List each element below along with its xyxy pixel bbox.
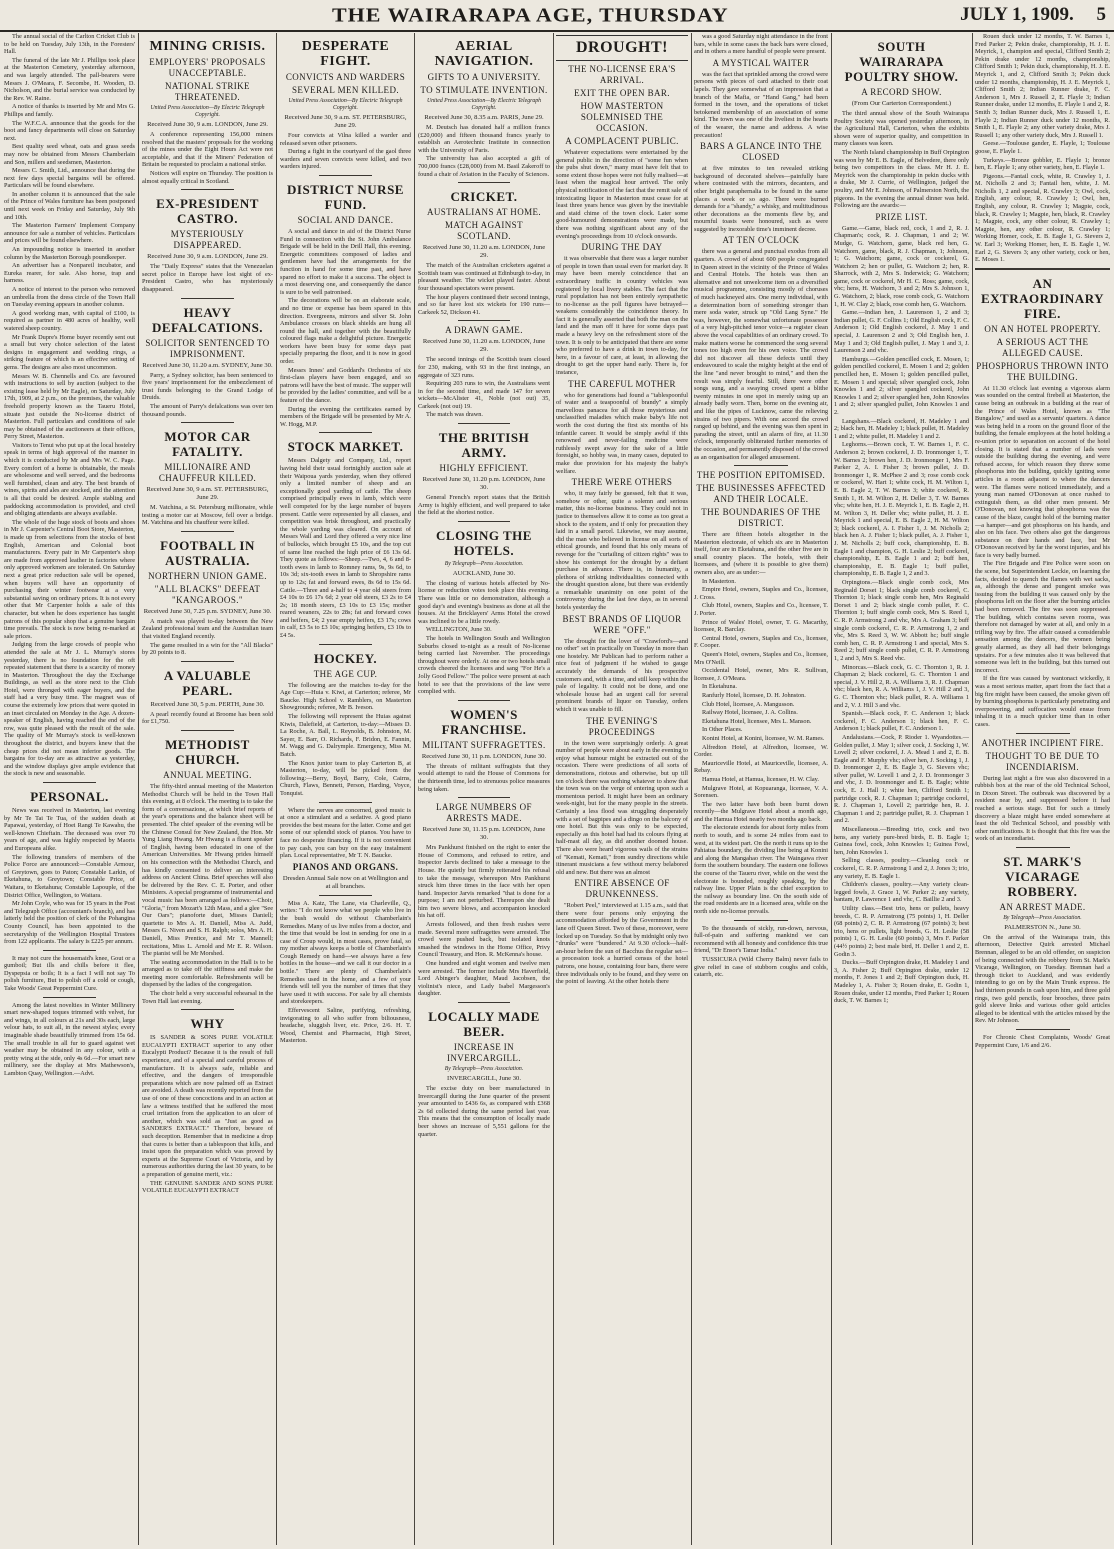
paragraph: The university has also accepted a gift of 700,000 francs (£28,000) from M. Basil Zakeroff to found a chair of Aviation in the Faculty of Sciences.: [418, 155, 550, 178]
dateline: By Telegraph—Press Association.: [444, 1066, 524, 1072]
dateline: Received June 30, 9 a.m. LONDON, June 29.: [147, 121, 268, 128]
paragraph: Central Hotel, owners, Staples and Co., licensee, F. Cooper.: [694, 634, 828, 650]
article-subtitle: MILLIONAIRE AND CHAUFFEUR KILLED.: [158, 462, 257, 484]
paragraph: A notice of thanks is inserted by Mr and Mrs G. Phillips and family.: [4, 103, 135, 118]
column-rule: [972, 33, 973, 1545]
article-subtitle: HOW MASTERTON SOLEMNISED THE OCCASION.: [580, 101, 664, 133]
article-subtitle: NORTHERN UNION GAME.: [148, 570, 267, 581]
article-body: [418, 262, 550, 316]
section-heading: THERE WERE OTHERS: [571, 477, 673, 488]
paragraph: Messrs Dalgety and Company, Ltd., report having held their usual fortnightly auction sale at their Waipoua yards yesterday, when they offered only a limited number of sheep and an exceptionally good yarding of cattle. The sheep comprised principally ewes in lamb, which were well competed for by the large number of buyers present. Cattle were represented by all classes, and competition was brisk throughout, and practically the whole yarding was cleared. On account of Messrs Wall and Lord they offered a very nice line of bullocks, which brought £5 10s, and the top cut of same line reached the high price of £6 13s 6d. They quote as follows:—Sheep.—Two, 4, 6 and 8-tooth ewes in lamb to Romney rams, 9s, 9s 6d, to 10s 3d; six-tooth ewes in lamb to Shropshire rams up to 12s; fat and forward ewes, 8s 6d to 15s 6d. Cattle.—Three and a-half to 4 year old steers from £4 10s to £6 17s 6d; 2 year old steers, £3 2s to £4 2s; 18 month steers, £3 10s to £3 15s; mother reared weaners, 22s to 28s; fat and forward cows and heifers, £4; 2 year empty heifers, £3 17s; cows in calf, £3 5s to £3 10s; springing heifers, £3 10s to £4 5s.: [280, 457, 411, 640]
article-body: [556, 638, 688, 714]
article-subtitle: THE AGE CUP.: [313, 668, 378, 679]
paragraph: In Other Places.: [702, 726, 743, 734]
column-rule: [691, 33, 692, 1545]
article-subtitle: MILITANT SUFFRAGETTES.: [422, 739, 546, 750]
paragraph: During a fight in the courtyard of the gaol three warders and seven convicts were killed, and two warders injured.: [280, 148, 411, 171]
paragraph: A notice of interest to the person who removed an umbrella from the dress circle of the Town Hall on Tuesday evening appears in another column.: [4, 286, 135, 309]
paragraph: Club Hotel, owners, Staples and Co., licensee, T. J. Porter.: [694, 602, 828, 618]
article-title: MOTOR CAR FATALITY.: [164, 429, 251, 460]
article-title: DROUGHT!: [556, 35, 688, 61]
article-subtitle: CONVICTS AND WARDERS: [285, 72, 406, 82]
paragraph: it was observable that there was a larger number of people in town than usual even for market day. It may have been merely coincidence that an extraordinary traffic in country vehicles was registered by local livery stables. The fact that the rural population has not been entirely sympathetic to no-license as the poll figures have betrayed—weakens considerably the coincidence theory. In fact it is generally asserted that both the man on the land and the man off it have for some days past made a heavy levy on the refreshment store of the town. It is only to be anticipated that there are some who preferred to have a drink in town to-day, for here, in a favour of care, at least, in allowing the drought to get the upper hand early. There is, for instance,: [556, 255, 688, 377]
article-subtitle: SEVERAL MEN KILLED.: [291, 85, 399, 95]
paragraph: The two latter have both been burnt down recently—the Mulgrave Hotel about a month ago, and the Hamua Hotel nearly two months ago back.: [694, 800, 828, 823]
paragraph: Leghorns.—Brown cock, T. W. Barnes 1, F. C. Anderson 2; brown cockerel, J. D. Ironmonger 1, T. W. Barnes 2; brown hen, J. D. Ironmonger 1, Mrs F. Parker 2, A. I. Fisher 3; brown pullet, J. D. Ironmonger 1, R. McPhee 2 and 3; rose comb cock or cockerel, W. Hart 1; white cock, H. M. Wilton 1, E. B. Eagle 2, T. W. Barnes 3; white cockerel, R. Smith 1, H. M. Wilton 2, H. Deller 3, T. W. Barnes vhc; white hen, H. J. E. Meyrick 1, E. B. Eagle 2, H. M. Wilton 3, H. Deller vhc; white pullet, H. J. E. Meyrick 1 and special, E. B. Eagle 2, H. M. Wilton 3; black cockerel, A. I. Fisher 1, J. M. Nicholls 2; black hen A. J. Fisher 1; black pullet, A. J. Fisher 1, J. M. Nicholls 2; buff cock, championship, E. B. Eagle 1 and champion, G. H. Leslie 2; buff cockerel, championship, E. B. Eagle 1 and 2; buff hen, championship, E. B. Eagle 1; buff pullet, championship, E. B. Eagle 1, 2 and 3.: [834, 441, 969, 578]
paragraph: in the town were surprisingly orderly. A great number of people were about early in the evening to enjoy what humour might be extracted out of the occasion. There were predictions of all sorts of demonstrations, riotous and otherwise, but up till ten o'clock there was nothing whatever to show that the town was on the verge of entering upon such a momentous period. It might have been an ordinary week-night, but for the many people in the streets. Certainly a less flood was struggling desperately with a set of bagpipes and a dingo on the balcony of one hotel. But this was only to be expected, especially as this hotel had had its colours flying at half-mast all day, as did another doomed house. There also were heard vigorous wails of the strains of "Kemati, Kemati," from sundry directions while itinerant musicians a few without mercy belabored old and new. But there was an almost: [556, 739, 688, 876]
article-body: [418, 763, 550, 793]
paragraph: Effervescent Saline, purifying, refreshing, invigorating to all who suffer from biliousness, headache, sluggish liver, etc. Price, 2/6. H. T. Wood, Chemist and Pharmacist, High Street, Masterton.: [280, 1007, 411, 1045]
paragraph: Messrs C. Smith, Ltd., announce that during the next few days special bargains will be offered. Particulars will be found elsewhere.: [4, 167, 135, 190]
advertisement-subtitle: Dresden Annual Sale now on at Wellington and at all branches.: [282, 874, 409, 890]
article-body: [694, 33, 828, 56]
paragraph: The amount of Parry's defalcations was over ten thousand pounds.: [142, 402, 273, 418]
paragraph: The closing of various hotels affected by No-license or reduction votes took place this evening. There was little or no demonstration, although a good day's and evening's business as done at all the houses. At the Bricklayers' Arms Hotel the crowd was inclined to be a little rowdy.: [418, 579, 550, 625]
article-body: [418, 1085, 550, 1138]
paragraph: Hamburgs.—Golden pencilled cock, E. Mosen, 1; golden pencilled cockerel, E. Mosen 1 and 2; golden pencilled hen, E. Mosen 1; golden pencilled pullet, E. Mosen 1 and special; silver spangled cock, John Knowles 1 and 2; silver spangled cockerel, John Knowles 1 and 2; silver spangled hen, John Knowles 1 and 2; silver spangled pullet, John Knowles 1 and 2.: [834, 355, 969, 416]
article-body: [142, 711, 273, 726]
dateline: PALMERSTON N., June 30.: [1004, 923, 1081, 931]
paragraph: Where the nerves are concerned, good music is at once a stimulant and a sedative. A good piano provides the best means for the latter. Come and get some of our splendid stock of pianos. You have to face no desperate financing. If it is not convenient to pay cash, you can buy on the easy instalment plan. Local representative, Mr T. N. Baucke.: [280, 806, 411, 860]
paragraph: The North Island championship in Buff Orpington was won by Mr E. B. Eagle, of Belvedere, there only being two competitors in the class. Mr H. J. E. Meyrick won the championship in pekin ducks with a drake, Mr J. Currie, of Wellington, judged the poultry, and Mr E. Johnson, of Palmerston North, the pigeons. In the evening the annual dinner was held. Following are the awards:—: [834, 148, 969, 210]
column-1: [4, 33, 135, 1547]
paragraph: Empire Hotel, owners, Staples and Co., licensee, J. Cross.: [694, 586, 828, 601]
paragraph: Prince of Wales' Hotel, owner, T. G. Macarthy, licensee, R. Barclay.: [694, 618, 828, 634]
paragraph: There are fifteen hotels altogether in the Masterton electorate, of which six are in Masterton itself, four are in Eketahuna, and the other five are in small country places. The hotels, with their licensees, and (where it is possible to give them) owners also, are as under:—: [694, 531, 828, 577]
article-body: [556, 740, 688, 877]
paragraph: Messrs Innes' and Goddard's Orchestra of six first-class players have been engaged, and so patrons will have the best of music. The supper will be provided by the ladies' committee, and will be a feature of the dance.: [280, 366, 411, 405]
dateline: Received June 30, 9 a.m. ST. PETERSBURG, June 29.: [284, 114, 407, 129]
paragraph: On the arrival of the Wairarapa train, this afternoon, Detective Quirk arrested Michael Brennan, alleged to be an old offender, on suspicion of being connected with the robbery from St. Mark's Vicarage, Wellington, on Tuesday. Brennan had a through ticket to Auckland, and was evidently intending to go on by the Main Trunk express. He had thirteen pounds in cash upon him, and three gold rings, two gold pencils, four brooches, three pairs gold sleeve links and various other gold articles alleged to be identical with the articles missed by the Rev. Mr Johnson.: [975, 933, 1110, 1025]
article-title: HOCKEY.: [313, 650, 378, 666]
article-subtitle: SOCIAL AND DANCE.: [297, 214, 394, 225]
article-body: [834, 110, 969, 210]
paragraph: Arrests followed, and then fresh rushes were made. Several more suffragettes were arrested. The crowd were pushed back, but isolated knots smashed the windows in the Home Office, Privy Council Treasury, and Hon. R. McKenna's house.: [418, 921, 550, 959]
advertisement-body: [142, 1034, 273, 1194]
paragraph: Game.—Game, black red, cock, 1 and 2, R. J. Chapman's; cock, R. J. Chapman, 1 and 2; W. Mudge, G. Watchorn, game, black red hen, G. Watchorn, game, black, R. J. Chapman, 1; Johnson, 1; G. Watchorn; game, cock or cockerel, G. Watchorn 2; hen or pullet, G. Watchorn 2; hen, R. Sharrock, with 2, Mrs S. Inderwick; G. Watchorn; game, cock or cockerel, Mr H. C. Ross; game, cock, vhc; hens, H. Watchorn, 3 and 2; Mrs S. Johnson 1, G. Watchorn, 2; black, rose comb cock, G. Watchorn 1, H. W. Clay 2; black, rose comb hen, G. Watchorn.: [834, 224, 969, 308]
paragraph: Mulgrave Hotel, at Kopuaranga, licensee, V. A. Sorensen.: [694, 784, 828, 800]
paragraph: The seating accommodation in the Hall is to be arranged as to take off the stiffness and make the meeting more comfortable. Refreshments will be dispensed by the ladies of the congregation.: [142, 958, 273, 989]
article-title: AERIAL NAVIGATION.: [434, 39, 534, 69]
article-subtitle: AUSTRALIANS AT HOME.: [426, 207, 542, 218]
article-body: [142, 618, 273, 657]
paragraph: The threats of militant suffragists that they would attempt to raid the House of Commons for the thirteenth time, led to strenuous police measures being taken.: [418, 762, 550, 793]
dateline: (From Our Carterton Correspondent.): [851, 100, 952, 107]
advertisement-body: [280, 900, 411, 1045]
paragraph: Club Hotel, licensee, A. Mangusson.: [702, 700, 795, 708]
article-body: [142, 372, 273, 419]
dateline: Received June 30, 11.15 p.m. LONDON, June 30.: [422, 826, 546, 842]
paragraph: Orpingtons.—Black single comb cock, Mrs Reginald Dorset 1; black single comb cockerel, C. Thornton 1; black single comb hen, Mrs Reginald Dorset 1 and 2; black single comb pullet, F. C. Thornton 1; buff single comb cock, Mrs S. Reed 1, C. R. P. Armstrong 2 and vhc, Mrs A. Graham 3; buff single comb cockerel, C. R. P. Armstrong 1, 2 and vhc, Mrs S. Reed 3, W. W. Abbott hc; buff single comb hen, C. R. P. Armstrong 1 and special, Mrs S. Reed 2; buff single comb pullet, C. R. P. Armstrong 1, 2 and 3, Mrs S. Reed vhc.: [834, 579, 969, 662]
paragraph: Messrs W. B. Chennells and Co. are favoured with instructions to sell by auction (subject to the existing lease held by Mr Eagle), on Saturday, July 17th, 1909, at 2 p.m., on the premises, the valuable freehold property known as the Taueru Hotel, situate just outside the No-license district of Masterton. Full particulars and conditions of sale may be obtained of the auctioneers at their offices, Perry Street, Masterton.: [4, 372, 135, 441]
article-subtitle: A COMPLACENT PUBLIC.: [565, 136, 679, 146]
paragraph: The decorations will be on an elaborate scale, and no time or expense has been spared in this direction. Evergreens, mirrors and silver St. John Ambulance crosses on black shields are hung all round the hall, and together with the beautifully coloured flags make a delightful picture. Energetic workers have been busy for some days past specially preparing the floor, and it is now in good order.: [280, 297, 411, 366]
article-title: HEAVY DEFALCATIONS.: [151, 304, 264, 335]
column-6: [694, 33, 828, 1547]
dateline: United Press Association—By Electric Telegraph Copyright.: [426, 98, 542, 111]
article-title: WOMEN'S FRANCHISE.: [441, 706, 527, 737]
section-heading: AT TEN O'CLOCK: [722, 235, 800, 246]
dateline: Received June 30, 11.20 p.m. LONDON, June 30.: [422, 476, 546, 492]
paragraph: Minorcas.—Black cock, G. C. Thornton 1, R. J. Chapman 2; black cockerel, G. C. Thornton 1 and special, J. V. Hill 2, R. A. Williams 3, R. J. Chapman vhc; black hen, R. A. Williams 1, J. V. Hill 2 and 3, G. C. Thornton vhc; black pullet, R. A. Williams 1 and 2, V. J. Hill 3 and vhc.: [834, 663, 969, 709]
masthead-title: THE WAIRARAPA AGE, THURSDAY: [332, 3, 729, 26]
article-subtitle: THE NO-LICENSE ERA'S ARRIVAL.: [568, 64, 676, 85]
article-title: METHODIST CHURCH.: [165, 737, 250, 768]
paragraph: The match was drawn.: [426, 411, 484, 419]
article-body: [694, 248, 828, 461]
article-subtitle: A SERIOUS ACT THE ALLEGED CAUSE.: [996, 336, 1089, 358]
paragraph: A social and dance in aid of the District Nurse Fund in connection with the St. John Ambulance Brigade will be held in the Drill Hall, this evening. Energetic committees composed of ladies and gentlemen have had the arrangements for the function in hand for some time past, and have spared no effort to make it a success. The object is a most deserving one, and consequently the dance is sure to be well patronised.: [280, 227, 411, 296]
paragraph: Rouen duck under 12 months, T. W. Barnes 1, Fred Parker 2; Pekin drake, championship, H. J. E. Meyrick, 1, champion and special, Clifford Smith 2; Pekin drake under 12 months, championship, Clifford Smith 1; Pekin duck, championship, H. J. E. Meyrick 1, and 2, Clifford Smith 3; Pekin duck under 12 months, championship, H. J. E. Meyrick 1, Clifford Smith 2; Indian Runner drake, F. C. Anderson 1, Mrs J. Russell 2, E. Flayle 3; Indian Runner drake, under 12 months, E. Flayle 1 and 2, R. Smith 3; Indian Runner duck, Mrs J. Russell 1, E. Flayle 2; Indian Runner duck under 12 months, R. Smith 1, E. Flayle 2; any other variety drake, Mrs J. Russell 1; any other variety duck, Mrs J. Russell 1.: [975, 33, 1110, 139]
advertisement-body: To the thousands of sickly, run-down, nervous, full-of-pain and suffering mankind we can recommend with all honesty and confidence this true friend, "Dr Ensor's Tamar India.": [694, 924, 828, 955]
article-body: [556, 902, 688, 986]
article-body: [142, 263, 273, 293]
paragraph: at five minutes to ten revealed striking background of decorated shelves—painfully bare where contrasted with the mirrors, decanters, and other bright paraphernalia to be found in the same places a week or so ago. There were burned demands for a "shandy," a whisky, and multitudinous other decorations as the moments flew by, and mournful toasts were honoured, such as were suggested by inexorable time's imminent decree.: [694, 165, 828, 233]
article-body: [694, 165, 828, 233]
article-title: ANOTHER INCIPIENT FIRE.: [981, 737, 1104, 748]
article-body: [975, 775, 1110, 843]
paragraph: The W.F.C.A. announce that the goods for the boot and fancy departments will close on Saturday next.: [4, 119, 135, 142]
article-title: AN EXTRAORDINARY FIRE.: [980, 275, 1105, 321]
paragraph: Turkeys.—Bronze gobbler, E. Flayle 1; bronze hen, E. Flayle 1; any other variety, hen, E. Flayle 1.: [975, 156, 1110, 172]
section-heading: THE CAREFUL MOTHER: [568, 378, 676, 389]
column-rule: [276, 33, 277, 1545]
paragraph: At 11.30 o'clock last evening a vigorous alarm was sounded on the central firebell at Masterton, the cause being an outbreak in a building at the rear of the Prince of Wales Hotel, known as "The Bungalow," and used as a servants' quarters. A dance was being held in a room on the ground floor of the building, the female employees at the hotel holding a re-union prior to separation on account of the hotel closing. It is stated that a number of lads were outside the building during the evening, and were refused access, for which reason they threw some phosphorus into the building, quickly igniting some articles in a room adjacent to where the dancers were. The flames were noticed immediately, and a young man named O'Donovan at once rushed to extinguish them, as did other men present. Mr O'Donovan, not knowing that phosphorus was the cause of the blaze, caught hold of the burning matter—a hamper—and got phosphorus on his hands, and also on his face. Two others also got the dangerous substance on their hands and face, but Mr O'Donovan received by far the worst injuries, and his face is very badly burned.: [975, 384, 1110, 559]
paragraph: The following transfers of members of the Police Force are announced:—Constable Armour, of Greytown, goes to Paton; Constable Larkin, of Eketahuna, to Greytown; Constable Price, of Waitara, to Eketahuna; Constable Lapouple, of the District Office, Wellington, to Waitara.: [4, 853, 135, 899]
article-title: EX-PRESIDENT CASTRO.: [156, 196, 259, 227]
verse: It may not cure the housemaid's knee, Gout or a gumboil; But ills and chills before it flee, Dyspepsia or boils; It is a fact I will not say To polish furniture, But to polish off a cold or cough, Take Woods' Great Peppermint Cure.: [4, 954, 135, 993]
dateline: Received June 30, 7.25 p.m. SYDNEY, June 30.: [143, 607, 272, 615]
section-heading: A MYSTICAL WAITER: [712, 57, 810, 68]
paragraph: In Eketahuna.: [702, 683, 737, 691]
dateline: By Telegraph—Press Association.: [1003, 914, 1082, 921]
paragraph: One hundred and eight women and twelve men were arrested. The former include Mrs Haverfield, Lord Abinger's daughter, Maud Jacobsen, the violinist's niece, and Lady Isabel Margesson's daughter.: [418, 960, 550, 998]
article-body: [694, 531, 828, 916]
paragraph: The excise duty on beer manufactured in Invercargill during the June quarter of the present year amounted to £436 6s, as compared with £368 2s 6d collected during the same period last year. This means that the consumption of locally made beer shows an increase of 5,551 gallons for the quarter.: [418, 1085, 550, 1138]
millinery-notice: Among the latest novelties in Winter Millinery smart new-shaped toques trimmed with velvet, fur and wings, in all colours at 21s and 30s each, large velour hats, to suit all, in the newest styles; every imaginable shade beautifully trimmed from 15s 6d. The small trouble in all fur to guard against wet weather may be obtained in any colour, with a pretty wing at the side, only 4s 6d.—For smart new millinery, see the display at Mrs Mathewson's, Lambton Quay, Wellington.—Advt.: [4, 1001, 135, 1077]
personal-notes: [4, 807, 135, 946]
paragraph: Miss A. Katz, The Lane, via Charleville, Q., writes: "I do not know what we people who live in the bush would do without Chamberlain's Remedies. Many of us live miles from a doctor, and the time that would be lost in sending for one in a case of Croup would, in most cases, prove fatal, so my mother always keeps a bottle of Chamberlain's Cough Remedy on hand—we always have a few bottles in the house—and we call it our doctor in a bottle." There are plenty of Chamberlain's Remedies used in the home, and a few of your friends will tell you the number of times that they have used it with success. For sale by all chemists and storekeepers.: [280, 899, 411, 1006]
paragraph: If the fire was caused by wantonact wickedly, it was a most serious matter, apart from the fact that a big fire might have been caused, the smoke given off by burning phosphorus is particularly penetrating and overpowering, and suffocation would ensue from inhaling it in a much quicker time than in other cases.: [975, 675, 1110, 728]
paragraph: The match of the Australian cricketers against a Scottish team was continued at Edinburgh to-day, in pleasant weather. The wicket played faster. About four thousand spectators were present.: [418, 262, 550, 292]
column-7: [834, 33, 969, 1547]
section-heading: THE POSITION EPITOMISED.: [696, 470, 826, 481]
paragraph: Visitors to Tenui who put up at the local hostelry speak in terms of high approval of the manner in which it is conducted by Mr and Mrs W. C. Page. Every comfort of a home is obtainable, the meals are wholesome and well served, and the bedrooms well furnished, clean and airy. The best brands of wines, spirits and ales are stocked, and the attention is all that could be desired. Ample stabling and paddocking accommodation is provided, and civil and obliging attendants are always available.: [4, 441, 135, 518]
paragraph: WELLINGTON, June 30.: [426, 626, 492, 634]
article-body: [556, 255, 688, 377]
article-body: [418, 844, 550, 998]
paragraph: A conference representing 156,000 miners resolved that the masters' proposals for the working of the mines under the Eight Hours Act were not acceptable, and that if the Miners' Federation of Britain be requested to proclaim a national strike.: [142, 131, 273, 169]
article-subtitle: EXIT THE OPEN BAR.: [574, 88, 670, 98]
article-body: [975, 385, 1110, 729]
article-title: LOCALLY MADE BEER.: [428, 1009, 540, 1039]
article-title: ST. MARK'S VICARAGE ROBBERY.: [1003, 853, 1082, 899]
paragraph: Occidental Hotel, owner, Mrs R. Sullivan, licensee, J. O'Meara.: [694, 667, 828, 682]
paragraph: Hamua Hotel, at Hamua, licensee, H. W. Clay.: [702, 775, 819, 783]
article-title: SOUTH WAIRARAPA POULTRY SHOW.: [844, 39, 959, 84]
section-heading: ENTIRE ABSENCE OF DRUNKENNESS.: [574, 878, 670, 900]
paragraph: Mrs Pankhurst finished on the right to enter the House of Commons, and refused to retire, and Inspector Jarvis declined to take a message to the House. He quietly but firmly reiterated his refusal to take the message, whereupon Mrs Pankhurst struck him three times in the face with her open hand. Inspector Jarvis remarked "that is done for a purpose; I am not perturbed. Thereupon she dealt him two severe blows, and accompanion knocked his hat off.: [418, 844, 550, 920]
paragraph: The annual social of the Carlton Cricket Club is to be held on Tuesday, July 13th, in the Foresters' Hall.: [4, 33, 135, 56]
paragraph: The electorate extends for about forty miles from north to south, and is some 24 miles from east to west, at its widest part. On the north it runs up to the Pahiatua boundary, the dividing line being at Konini and along the Mangahao river. The Waingawa river form the southern boundary. The eastern one follows the course of the Taueru river, while on the west the electorate is bounded, roughly speaking, by the railway line. Upper Plain is the chief exception to the railway as boundary line. On the south side of the road residents are in a licensed area, while on the north side no-license prevails.: [694, 824, 828, 915]
dateline: United Press Association—By Electric Telegraph Copyright.: [150, 105, 265, 118]
paragraph: Spanish.—Black cock, F. C. Anderson 1; black cockerel, F. C. Anderson 1; black hen, F. C. Anderson 1; black pullet, F. C. Anderson 1.: [834, 710, 969, 733]
dateline: Received June 30, 11 p.m. LONDON, June 30.: [421, 752, 547, 760]
column-rule: [553, 33, 554, 1545]
paragraph: The funeral of the late Mr J. Phillips took place at the Masterton Cemetery, yesterday afternoon, and was largely attended. The pall-bearers were Messrs J. O'Meara, F. Secombe, H. Wooden, D. Nicholson, and the burial service was conducted by the Rev. W. Raine.: [4, 56, 135, 102]
paragraph: The choir held a very successful rehearsal in the Town Hall last evening.: [142, 990, 273, 1005]
column-3: [280, 33, 411, 1547]
article-body: [694, 71, 828, 139]
paragraph: The Masterton Farmers' Implement Company announce for sale a number of vehicles. Particulars and prices will be found elsewhere.: [4, 222, 135, 245]
masthead-date-group: [960, 4, 1106, 26]
dateline: Received June 30, 11.20 a.m. LONDON, June 29.: [422, 338, 546, 354]
section-heading: THE BUSINESSES AFFECTED AND THEIR LOCALE.: [696, 483, 826, 505]
article-title: DISTRICT NURSE FUND.: [287, 181, 404, 212]
section-heading: PRIZE LIST.: [875, 211, 928, 222]
paragraph: IS SANDER & SONS PURE VOLATILE EUCALYPTI EXTRACT superior to any other Eucalypti Product? Because it is the result of full experience, and of a special and careful process of manufacture. It is always safe, reliable and effective, and the dangers of irresponsible preparations which are now palmed off as Extract are avoided. A death was recently reported from the use of one of these concoctions and in an action at law a witness testified that he suffered the most cruel irritation from the application to an ulcer of another, which was sold as "Just as good as SANDER'S EXTRACT." Therefore, beware of such deception. Remember that in medicine a drop that cures is better than a tablespoon that kills, and insist upon the preparation which was proved by experts at the Supreme Court of Victoria, and by numerous authorities during the last 30 years, to be a preparation of genuine merit, viz.:: [142, 1034, 273, 1178]
paragraph: Judging from the large crowds of people who attended the sale at Mr J. L. Murray's stores yesterday, there is no foundation for the oft repeated statement that there is a scarcity of money in Masterton. Throughout the day the Exchange Buildings, as well as the store next to the Club Hotel, were thronged with eager buyers, and the staff had a very busy time. The magnet was of course the extremely low prices that were quoted in an inset circulated on Monday in the Age. A dozen-speaker of English, having reached the end of the row, was quite pleased with the result of the sale. The quality of Mr Murray's stock is well-known throughout the district, and buyers knew that the cheap prices did not mean inferior goods. The bargains for to-day are as attractive as yesterday, and the window displays give ample evidence that the stock is new and seasonable.: [4, 641, 135, 778]
paragraph: there was a general and punctual exodus from all quarters. A crowd of about 600 people congregated in Queen street in the vicinity of the Prince of Wales and Central Hotels. The hotels was then an alternative and not unwelcome item on a diversified musical programme, consisting mostly of choruses of much hackneyed airs. One merry individual, with a determination born of something stronger than mere soda water, struck up "Old Lang Syne." He was, however, the somewhat unfortunate possessor of a very high-pitched tenor voice—a register clean above the vocal capabilities of an ordinary crowd. To make matters worse he commenced the song several tones too high even for his own voice. The crowd did not discover all these defects until they endeavoured to scale the mighty height at the end of the line "and never brought to mind," and then the result was simply fearful. Still, there were other songs sung, and a swaying crowd spent a blithe twenty minutes in one spot in merely using up an already badly worn. Then, borne on the evening air, and like the pipes of Lucknow, came the relieving strains of two pipers. With one accord the crowd ranged up behind, and the evening was then spent in parading the street, until an alarm of fire, at 11.30 o'clock, temporarily obliterated further memories of the occasion, and permanently disposed of the crowd as an organisation for alleged amusement.: [694, 248, 828, 461]
paragraph: Whatever expectations were entertained by the general public in the direction of "some fun when the pubs shut down," many must have felt that to some extent those hopes were not fully realised—at least when the magical hour arrived. The only physical notification of the fact that the remit sale of intoxicating liquor in Masterton must cease for at least three years hence was given by the inevitable and staid chime of the town clock. Later some good-humoured demonstrations were made, but there was nothing significant about any of the evening's proceedings from 10 o'clock onwards.: [556, 149, 688, 240]
article-body: [418, 356, 550, 419]
paragraph: In another column it is announced that the sale of the Prince of Wales furniture has been postponed until next week on Friday and Saturday, July 9th and 10th.: [4, 190, 135, 221]
article-title: THE BRITISH ARMY.: [438, 430, 530, 461]
column-rule: [831, 33, 832, 1545]
paragraph: The "Daily Express" states that the Venezuelan secret police in Europe have lost sight of ex-President Castro, who has mysteriously disappeared.: [142, 263, 273, 293]
article-subtitle: A RECORD SHOW.: [861, 87, 942, 97]
article-subtitle: TO STIMULATE INVENTION.: [420, 85, 548, 95]
article-subtitle: MYSTERIOUSLY DISAPPEARED.: [170, 229, 245, 251]
paragraph: A pearl recently found at Broome has been sold for £1,750.: [142, 710, 273, 726]
paragraph: During last night a fire was also discovered in a rubbish box at the rear of the old Technical School, in Dixon Street. The outbreak was discovered by a resident near by, and suppressed before it had reached a serious stage. But for such a timely discovery a blaze might have ended somewhere at least the old Technical School, and possibly with other ramifications. It is thought that this fire was the work of an incendiarist.: [975, 774, 1110, 843]
paragraph: Miscellaneous.—Breeding trio, cock and two hens, any variety pure-bred birds, E. B. Eagle 1; Guinea fowl, cock, John Knowles 1; Guinea Fowl, hen, John Knowles 1.: [834, 826, 969, 856]
article-body: [280, 682, 411, 798]
advertisement-body: For Chronic Chest Complaints, Woods' Great Peppermint Cure, 1/6 and 2/6.: [975, 1034, 1110, 1049]
column-8: [975, 33, 1110, 1547]
article-body: [142, 131, 273, 185]
article-subtitle: MATCH AGAINST SCOTLAND.: [445, 220, 523, 242]
paragraph: The following will represent the Huias against Kiwis, Dalefield, at Carterton, to-day:—Misses D. La Roche, A. Ball, L. Reynolds, B. Johnston, M. Sayer, E. Barr, O. Richards, F. Bridon, E. Fannin, M. Wagg and G. Dalrymple. Emergency, Miss M. Batch.: [280, 713, 411, 758]
column-5: [556, 33, 688, 1547]
article-body: [556, 149, 688, 240]
dateline: AUCKLAND, June 30.: [452, 569, 516, 577]
paragraph: Parry, a Sydney solicitor, has been sentenced to five years' imprisonment for the embezzlement of trust funds belonging to the Grand Lodge of Druids.: [142, 371, 273, 402]
paragraph: News was received in Masterton, last evening by Mr Te Tai Te Tua, of the sudden death at Papawai, yesterday, of Hoei Rangi Te Kawahu, the well-known Chieftain. The deceased was over 70 years of age, and was highly respected by Maoris and Europeans alike.: [4, 807, 135, 852]
paragraph: Children's classes, poultry.—Any variety clean-legged fowls, J. Grace 1, W. Parker 2; any variety, bantam, P. Lawrence 1 and vhc, C. Baillie 2 and 3.: [834, 881, 969, 904]
paragraph: The game resulted in a win for the "All Blacks" by 20 points to 8.: [142, 641, 273, 657]
article-body: [418, 580, 550, 696]
paragraph: The hour players continued their second innings, and so far have lost six wickets for 190 runs—Carkeek 52, Dickson 41.: [418, 293, 550, 316]
article-body: [142, 783, 273, 1005]
paragraph: Andalusians.—Cock, P. Rioder 1. Wyandottes.—Golden pullet, J. May 1; silver cock, J. Socking 1, W. Lovell 2; silver cockerel, J. A. Mead 1 and 2, E. B. Eagle and F. Murphy vhc; silver hen, J. Socking 1, J. D. Ironmonger 2, E. B. Eagle 3, G. Sievers vhc; silver pullet, W. Lovell 1 and 2, J. D. Ironmonger 3 and vhc, J. D. Ironmonger and E. B. Eagle; white cock, E. J. Hall 1; white hen, Clifford Smith 1; partridge cock, R. J. Chapman 1; partridge cockerel, R. J. Chapman 1, Lovell 2; partridge hen, R. J. Chapman 1 and 2; partridge pullet, R. J. Chapman 1 and 2.: [834, 733, 969, 825]
paragraph: Konini Hotel, at Konini, licensee, W. M. Rames.: [702, 734, 825, 742]
paragraph: The Fire Brigade and Fire Police were soon on the scene, but Superintendent Leckie, on learning the facts, decided to quench the flames with wet sacks, as, although the dense and pungent smoke was issuing from the building it was caused only by the phosphorus left on the floor after the burning articles had been removed. The fire was soon suppressed. The building, which contains seven rooms, was therefore not damaged by water at all, and only in a trifling way by fire. The affair caused a considerable sensation among the dancers, the women being greatly alarmed, as they all had their belongings upstairs. For a few minutes also it was believed that someone was left in the building, but this turned out incorrect.: [975, 560, 1110, 674]
column-rule: [138, 33, 139, 1545]
paragraph: THE GENUINE SANDER AND SONS PURE VOLATILE EUCALYPTI EXTRACT: [142, 1179, 273, 1195]
article-subtitle: GIFTS TO A UNIVERSITY.: [427, 72, 541, 82]
article-title: STOCK MARKET.: [287, 439, 404, 455]
paragraph: Best quality seed wheat, oats and grass seeds may now be obtained from Messrs Chamberlain and Son, millers and seedsmen, Masterton.: [4, 143, 135, 166]
article-body: [142, 504, 273, 527]
article-title: DESPERATE FIGHT.: [301, 39, 390, 69]
paragraph: Ranfurly Hotel, licensee, D. H. Johnston.: [702, 691, 806, 699]
paragraph: Selling classes, poultry.—Cleanleg cock or cockerel, C. R. P. Armstrong 1 and 2, J. Jones 3; trio, any variety, E. B. Eagle 1.: [834, 857, 969, 880]
paragraph: The fifty-third annual meeting of the Masterton Methodist Church will be held in the Town Hall this evening, at 8 o'clock. The meeting is to take the form of a conversazione, at which brief reports of the year's operations and the balance sheet will be presented. The chief speaker of the evening will be the Chinese Consul for New Zealand, the Hon. Mr Yung Liang Hwang. Mr Hwang is a fluent speaker of English, having been educated in one of the American Universities. Mr Hwang prides himself on his connection with the Methodist Church, and has kindly consented to deliver an interesting address on Ancient China. Brief speeches will also be delivered by the Rev. C. E. Porter, and other Ministers. A special programme of instrumental and vocal music has been arranged as follows:—Choir, "Gloria," from Mozart's 12th Mass, and a glee "See Our Oars"; pianoforte duet, Misses Daniell; quartette to Mrs A. H. Daniell, Miss A. Judd, Messrs G. Niven and S. H. Ralph; solos, Mrs A. H. Daniell, Miss Prentice, and Mr T. Mannell; recitations, Miss L. Arnold and Mr E. R. Wilson. The pianist will be Mr Morshed.: [142, 783, 273, 958]
section-heading: THE EVENING'S PROCEEDINGS: [586, 715, 658, 737]
paragraph: who, it may fairly be guessed, felt that it was, somehow or other, quite a solemn and serious matter, this no-license business. They could not in justice to themselves allow it to come as too great a shock to the system, and if only for precaution they laid in a small parcel. Likewise, we may assume, did the man who believed in license on all sorts of ethical grounds, and found that his only means of revenge for the "curtailing of citizen rights" was to show his contempt for the drought by a defiant purchase in advance. There is, in humanity, a plethora of striking individualities connected with the drought question alone, but there was evidently a remarkable unanimity on one point of the controversy during the last few days, as in several hotels yesterday the: [556, 490, 688, 612]
paragraph: "Robert Peel," interviewed at 1.15 a.m., said that there were four persons only enjoying the accommodation afforded by the Government in the lane off Queen Street. Two of these, moreover, were locked up on Tuesday. So that by midnight only two "drunks" were "bundered." At 9.30 o'clock—half-an-hour before the sun of Bacchus the regular set—a procession took a hurried census of the hotel patrons, one house, containing four bars, there were three individuals only to be found, and they were on the point of leaving. At the other hotels there: [556, 902, 688, 986]
paragraph: In Masterton.: [702, 577, 736, 585]
article-title: CLOSING THE HOTELS.: [436, 527, 532, 558]
paragraph: General French's report states that the British Army is highly efficient, and well prepared to take the field at the shortest notice.: [418, 494, 550, 517]
paragraph: A good working man, with capital of £100, is required as partner in 480 acres of healthy, well watered sheep country.: [4, 309, 135, 332]
article-subtitle: AN ARREST MADE.: [999, 901, 1086, 912]
article-subtitle: PHOSPHORUS THROWN INTO THE BUILDING.: [976, 360, 1109, 382]
paragraph: Mr John Coyle, who was for 15 years in the Post and Telegraph Office (accountant's branch), and has latterly held the position of clerk of the Pohangina County Council, has been appointed to the secretaryship of the Wellington Hospital Trustees from 122 applicants. The salary is £225 per annum.: [4, 900, 135, 946]
article-subtitle: ON AN HOTEL PROPERTY.: [984, 323, 1101, 334]
advertisement-body: [280, 807, 411, 860]
dateline: United Press Association—By Electric Telegraph Copyright.: [288, 98, 403, 111]
paragraph: The Knox junior team to play Carterton B, at Masterton, to-day, will be picked from the following:—Berry, Boyd, Barry, Cole, Cairns, Church, Flaws, Bennett, Person, Harding, Voyce, Tonquist.: [280, 759, 411, 797]
dateline: INVERCARGILL, June 30.: [447, 1075, 521, 1082]
local-notes: [4, 33, 135, 778]
article-title: CRICKET.: [450, 189, 518, 205]
paragraph: was a good Saturday night attendance in the front bars, while in some cases the back bars were closed, and in others a mere handful of people were present.: [694, 33, 828, 56]
article-body: [418, 494, 550, 517]
paragraph: Alfredton Hotel, at Alfredton, licensee, W. Corder.: [694, 743, 828, 759]
article-subtitle: NATIONAL STRIKE THREATENED.: [165, 81, 250, 102]
paragraph: The whole of the huge stock of boots and shoes in Mr J. Carpenter's Central Boot Store, Masterton, is made up from selections from the stocks of best English, American and Colonial boot manufacturers. Every pair in Mr Carpenter's shop are made from approved leather in factories where only approved workmen are tolerated. On Saturday next a great price reduction sale will be opened, when buyers will have an opportunity of purchasing their winter footwear at a very substantial saving on ordinary prices. It is not every other that Mr Carpenter holds a sale of this character, but when he does experience has taught patrons of this popular shop that a genuine bargain time prevails. The stock is now being re-marked at sale prices.: [4, 518, 135, 640]
article-body: [418, 124, 550, 178]
paragraph: Game.—Indian hen, J. Laurenson 1, 2 and 3; Indian pullet, G. F. Collins 1; Old English cock, F. C. Anderson 1; Old English cockerel, J. May 1 and special, J. Laurenson 2 and 3; Old English hen, J. May 1 and 3; Old English pullet, J. May 1 and 3, J. Laurenson 2 and vhc.: [834, 309, 969, 355]
article-body: [556, 490, 688, 612]
column-4: [418, 33, 550, 1547]
paragraph: The drought for the lover of "Crawford's—and no other" set in practically on Tuesday in more than one hostelry. Mr Publican had to perform rather a nice feat of judgment if he wished to gauge accurately the demands of his prospective customers and, with a time, and still keep within the pale of legality. It could not be done, and one wholesale house had an urgent call for several prominent brands of liquor on Tuesday, orders which it was unable to fill.: [556, 637, 688, 713]
masthead: [0, 0, 1114, 32]
article-subtitle: "ALL BLACKS" DEFEAT "KANGAROOS.": [154, 583, 261, 605]
page-number: 5: [1096, 4, 1106, 25]
section-heading: BEST BRANDS OF LIQUOR WERE "OFF.": [562, 613, 682, 635]
paragraph: Queen's Hotel, owners, Staples and Co., licensee, Mrs O'Neill.: [694, 651, 828, 666]
paragraph: Mauriceville Hotel, at Mauriceville, licensee, A. Rebay.: [694, 759, 828, 775]
article-subtitle: A DRAWN GAME.: [445, 325, 523, 336]
section-heading: DURING THE DAY: [581, 242, 663, 253]
paragraph: was the fact that sprinkled among the crowd were persons with pieces of card attached to their coat lapels. They gave somewhat of an impression that a branch of the Mafia, or "Hand Gang," had been formed in the town, and the operations of ticket betokened membership of an association of some kind. The town was one of the liveliest in the hearts of the wearer, the name and address. A wise precaution!: [694, 70, 828, 139]
paragraph: Geese.—Toulouse gander, E. Flayle, 1; Toulouse goose, E. Flayle 1.: [975, 140, 1110, 155]
paragraph: A match was played to-day between the New Zealand professional team and the Australian team that visited England recently.: [142, 617, 273, 641]
paragraph: who for generations had found a "tablespoonful of water and a teaspoonful of brandy" a simply marvellous panacea for all those mysterious and unclassified maladies which make baby's life not worth the cost during the first six months of his infantile career. It would be simply awful if this renowned and never-failing medicine were ruthlessly swept away for the sake of a little foresight, so hobby was, in many cases, deputed to make due provision for his majesty the baby's welfare.: [556, 391, 688, 475]
paragraph: Pigeons.—Fantail cock, white, R. Crawley 1, J. M. Nicholls 2 and 3; Fantail hen, white, J. M. Nicholls 1, 2 and special, R. Crawley 3; Owl, cock, English, any colour, R. Crawley 1; Owl, hen, English, any colour, R. Crawley 1; Magpie, cock, black, R. Crawley 1; Magpie, hen, black, R. Crawley 1; Magpie, cock, any other colour, R. Crawley 1; Magpie, hen, any other colour, R. Crawley 1; Working Homer, cock, E. B. Eagle 1, G. Sievers 2, W. Earl 3; Working Homer, hen, E. B. Eagle 1, W. Earl 2, G. Sievers 3; any other variety, cock or hen, E. Moses 1.: [975, 172, 1110, 264]
dateline: Received June 30, 9 a.m. LONDON, June 29.: [147, 253, 268, 261]
paragraph: Notices will expire on Thursday. The position is almost equally critical in Scotland.: [142, 169, 273, 185]
article-title: WHY: [190, 1016, 225, 1032]
paragraph: An advertiser has a Nonpareil incubator, and Eureka rearer, for sale. Also horse, trap and harness.: [4, 262, 135, 285]
dateline: Received June 30, 9 a.m. ST. PETERSBURG, June 29.: [146, 486, 269, 502]
article-subtitle: ANNUAL MEETING.: [163, 770, 252, 781]
article-subtitle: SOLICITOR SENTENCED TO IMPRISONMENT.: [145, 337, 270, 359]
article-title: A VALUABLE PEARL.: [163, 667, 252, 698]
paragraph: M. Deutsch has donated half a million francs (£20,000) and fifteen thousand francs yearly to establish an Aerotechnic Institute in connection with the University of Paris.: [418, 124, 550, 154]
dateline: Received June 30, 11.20 a.m. SYDNEY, June 30.: [142, 361, 273, 369]
advertisement-title: PIANOS AND ORGANS.: [292, 861, 399, 872]
paragraph: Railway Hotel, licensee, J. A. Collins.: [702, 709, 798, 717]
article-subtitle: EMPLOYERS' PROPOSALS UNACCEPTABLE.: [149, 57, 266, 78]
paragraph: Requiring 203 runs to win, the Australians went in for the second time, and made 147 for seven wickets—McAlister 41, Noble (not out) 35, Carkeek (not out) 19.: [418, 380, 550, 410]
section-heading: BARS A GLANCE INTO THE CLOSED: [700, 141, 822, 163]
column-2: [142, 33, 273, 1547]
article-title: MINING CRISIS.: [149, 39, 266, 54]
paragraph: Eketahuna Hotel, licensee, Mrs L. Manson.: [702, 717, 812, 725]
article-body: [556, 392, 688, 476]
column-rule: [414, 33, 415, 1545]
dateline: By Telegraph—Press Association.: [444, 560, 524, 567]
paragraph: An impounding notice is inserted in another column by the Masterton Borough poundkeeper.: [4, 246, 135, 261]
article-body: [975, 934, 1110, 1025]
article-subtitle: THOUGHT TO BE DUE TO INCENDIARISM.: [985, 750, 1100, 772]
advertisement-body: TUSSICURA (Wild Cherry Balm) never fails to give relief in case of stubborn coughs and colds, catarrh, etc.: [694, 955, 828, 979]
article-subtitle: HIGHLY EFFICIENT.: [439, 463, 529, 474]
paragraph: Ducks.—Buff Orpington drake, H. Madeley 1 and 3, A. Fisher 2; Buff Orpington drake, under 12 months, F. Jones 1 and 2; Buff Orpington duck, H. Madeley 1, A. Fisher 3; Rouen drake, E. Godin 1, Rouen drake, under 12 months, Fred Parker 1; Rouen duck, T. W. Barnes 1;: [834, 959, 969, 1005]
article-subtitle: LARGE NUMBERS OF ARRESTS MADE.: [436, 802, 532, 824]
dateline: Received June 30, 11.20 a.m. LONDON, June 29.: [422, 244, 546, 260]
paragraph: The following are the matches to-day for the Age Cup:—Huia v. Kiwi, at Carterton; referee, Mr Baucke. High School v. Ramblers, on Masterton Showgrounds; referee, Mr B. Iveson.: [280, 681, 411, 712]
paragraph: M. Vatchina, a St. Petersburg millionaire, while testing a motor car at Moscow, fell over a bridge. M. Vatchina and his chauffeur were killed.: [142, 504, 273, 527]
prize-list: [975, 33, 1110, 264]
paragraph: Langshans.—Black cockerel, H. Madeley 1 and 2; black hen, H. Madeley 1; black pullet, H. Madeley 1 and 2; white pullet, H. Madeley 1 and 2.: [834, 417, 969, 440]
section-heading: THE BOUNDARIES OF THE DISTRICT.: [701, 507, 821, 529]
paragraph: During the evening the certificates earned by members of the Brigade will be presented by Mr A. W. Hogg, M.P.: [280, 405, 411, 428]
dateline: Received June 30, 5 p.m. PERTH, June 30.: [150, 700, 265, 708]
paragraph: Utility class.—Best trio, hens or pullets, heavy breeds, C. R. P. Armstrong (75 points) 1, H. Deller (68 points) 2, C. R. P. Armstrong (67 points) 3; best trio, hens or pullets, light breeds, G. H. Leslie (58 points) 1, G. H. Leslie (60 points) 3, Mrs F. Parker (44½ points) 2; best male bird, H. Deller 1 and 2, E. Godin 3.: [834, 904, 969, 958]
personal-heading: PERSONAL.: [30, 789, 109, 804]
paragraph: The second innings of the Scottish team closed for 230, making, with 93 in the first innings, an aggregate of 323 runs.: [418, 356, 550, 379]
article-body: [280, 457, 411, 639]
paragraph: Mr Frank Dupre's Home buyer recently sent out a small but very choice selection of the latest designs in engagement and wedding rings, a striking feature of which is an effective setting of gems. The designs are also most uncommon.: [4, 333, 135, 371]
dateline: Received June 30, 8.35 a.m. PARIS, June 29.: [424, 114, 544, 121]
article-body: [280, 132, 411, 171]
article-title: FOOTBALL IN AUSTRALIA.: [160, 537, 255, 568]
paragraph: The third annual show of the South Wairarapa Poultry Society was opened yesterday afternoon, in the Agricultural Hall, Carterton, when the exhibits shown were of superior quality, and competition in many classes was keen.: [834, 110, 969, 148]
prize-list: [834, 225, 969, 1005]
masthead-date: JULY 1, 1909.: [960, 4, 1074, 25]
paragraph: Four convicts at Vilna killed a warder and released seven other prisoners.: [280, 132, 411, 147]
article-subtitle: INCREASE IN INVERCARGILL.: [447, 1042, 521, 1063]
article-body: [280, 228, 411, 428]
paragraph: The hotels in Wellington South and Wellington Suburbs closed to-night as a result of No-license being carried last November. The proceedings throughout were orderly. At one or two hotels small crowds cheered the licensees and sang "For He's a Jolly Good Fellow." The police were present at each hotel to see that the provisions of the law were complied with.: [418, 635, 550, 696]
